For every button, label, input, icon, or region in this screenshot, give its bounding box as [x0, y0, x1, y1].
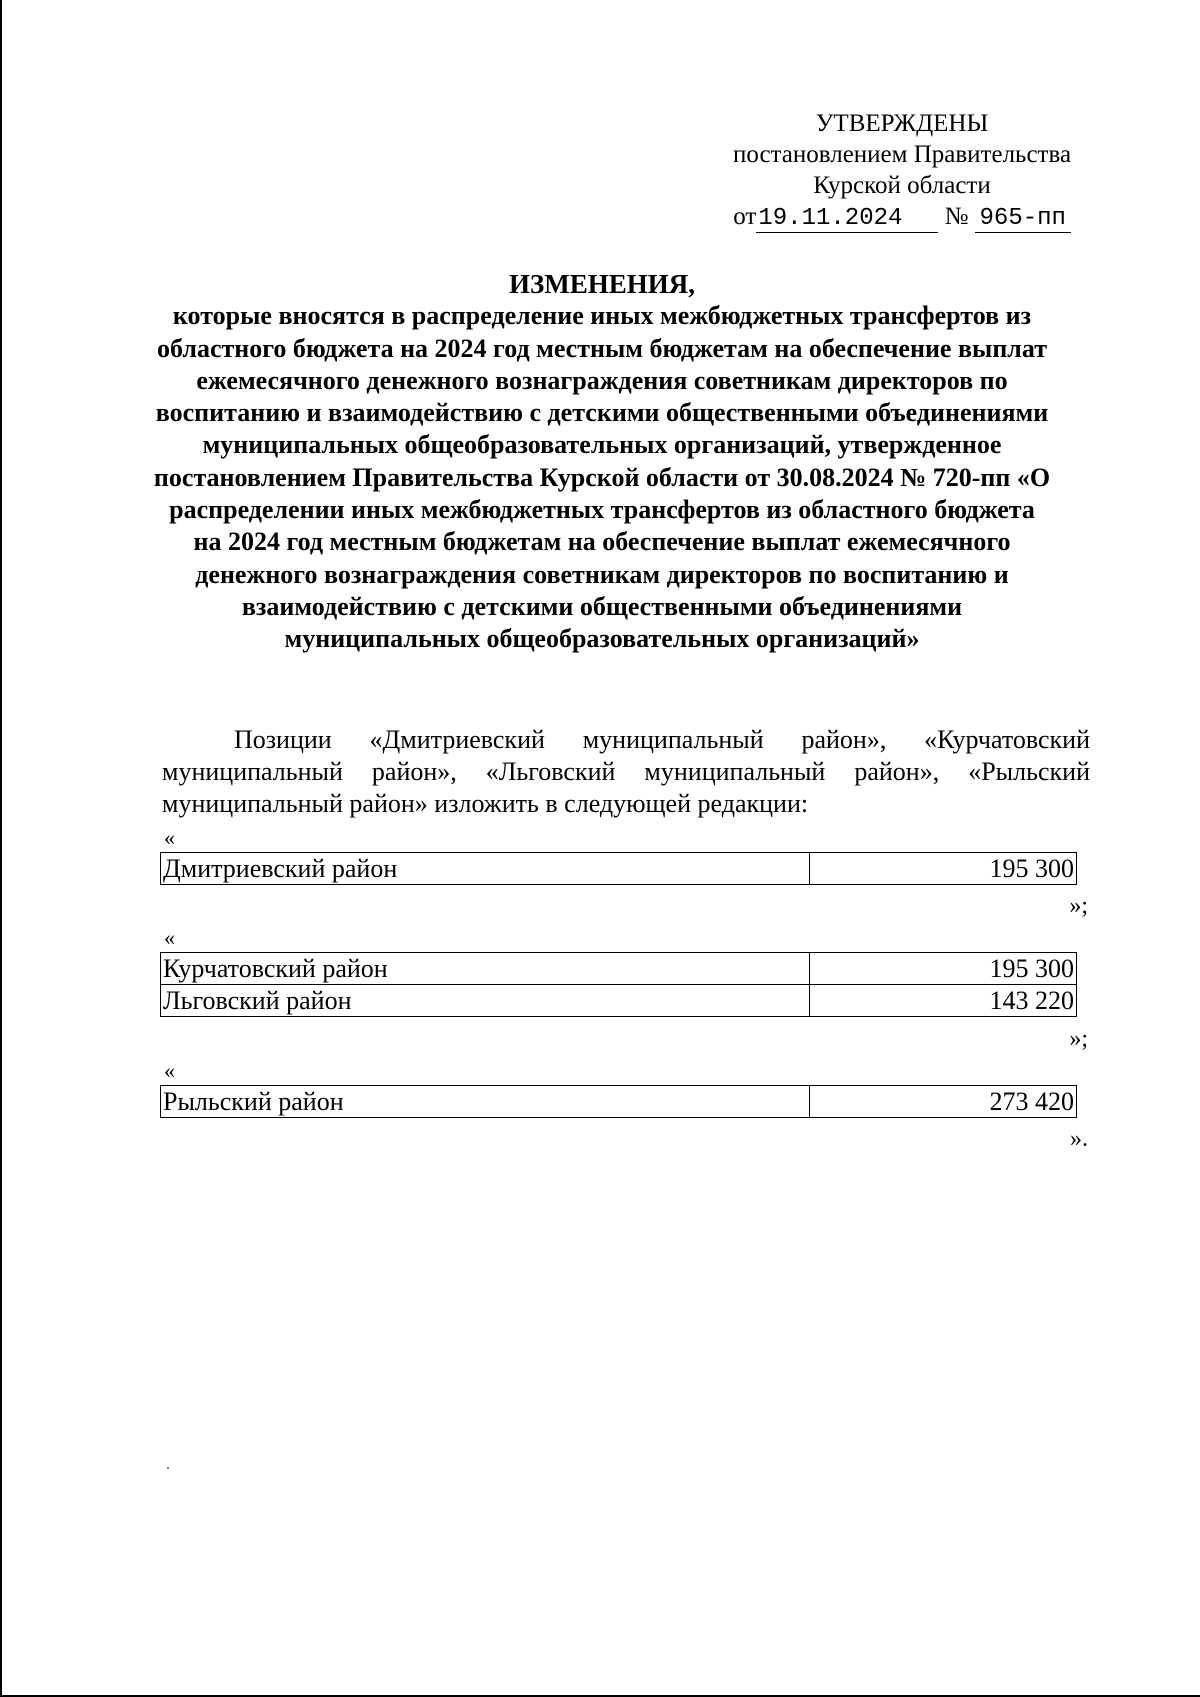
body-paragraph: Позиции «Дмитриевский муниципальный район», «Курчатовский муниципальный район», «Льговский муниципальный район», «Рыльский муниципальный район» изложить в следующей редакции: [162, 725, 1090, 818]
district-name: Дмитриевский район [161, 853, 810, 885]
opening-quote: « [164, 925, 175, 950]
closing-quote: »; [1069, 893, 1088, 919]
district-amount: 195 300 [810, 853, 1077, 885]
amounts-table [160, 1085, 1077, 1118]
approval-authority: постановлением Правительства [732, 141, 1072, 168]
approval-heading: УТВЕРЖДЕНЫ [815, 110, 989, 137]
table-row [161, 1086, 1077, 1118]
closing-quote: »; [1069, 1026, 1088, 1052]
approval-region: Курской области [813, 172, 991, 199]
table-row [161, 853, 1077, 885]
district-name: Рыльский район [161, 1086, 810, 1118]
district-amount: 273 420 [810, 1086, 1077, 1118]
approval-number: 965-пп [975, 206, 1071, 233]
amounts-table [160, 852, 1077, 885]
scan-speck [167, 1467, 169, 1469]
closing-quote: ». [1070, 1126, 1088, 1152]
district-name: Курчатовский район [161, 953, 810, 985]
title-heading: ИЗМЕНЕНИЯ, [508, 269, 695, 299]
title-body: которые вносятся в распределение иных межбюджетных трансфертов из областного бюджета на 2024 год местным бюджетам на обеспечение выплат ежемесячного денежного вознаграждения советникам директоров по воспитанию и взаимодействию с детскими общественными объединениями муниципальных общеобразовательных организаций, утвержденное постановлением Правительства Курской области от 30.08.2024 № 720-пп «О распределении иных межбюджетных трансфертов из областного бюджета на 2024 год местным бюджетам на обеспечение выплат ежемесячного денежного вознаграждения советникам директоров по воспитанию и взаимодействию с детскими общественными объединениями муниципальных общеобразовательных организаций» [153, 301, 1051, 654]
approval-stamp [702, 108, 1102, 233]
opening-quote: « [164, 825, 175, 850]
district-amount: 143 220 [810, 985, 1077, 1017]
district-amount: 195 300 [810, 953, 1077, 985]
document-title [152, 268, 1052, 656]
approval-date-number [702, 201, 1102, 233]
table-row [161, 985, 1077, 1017]
table-row [161, 953, 1077, 985]
number-prefix: № [944, 203, 969, 230]
opening-quote: « [164, 1058, 175, 1083]
district-name: Льговский район [161, 985, 810, 1017]
date-prefix: от [733, 203, 757, 230]
approval-date: 19.11.2024 [756, 206, 938, 233]
amounts-table [160, 952, 1077, 1017]
